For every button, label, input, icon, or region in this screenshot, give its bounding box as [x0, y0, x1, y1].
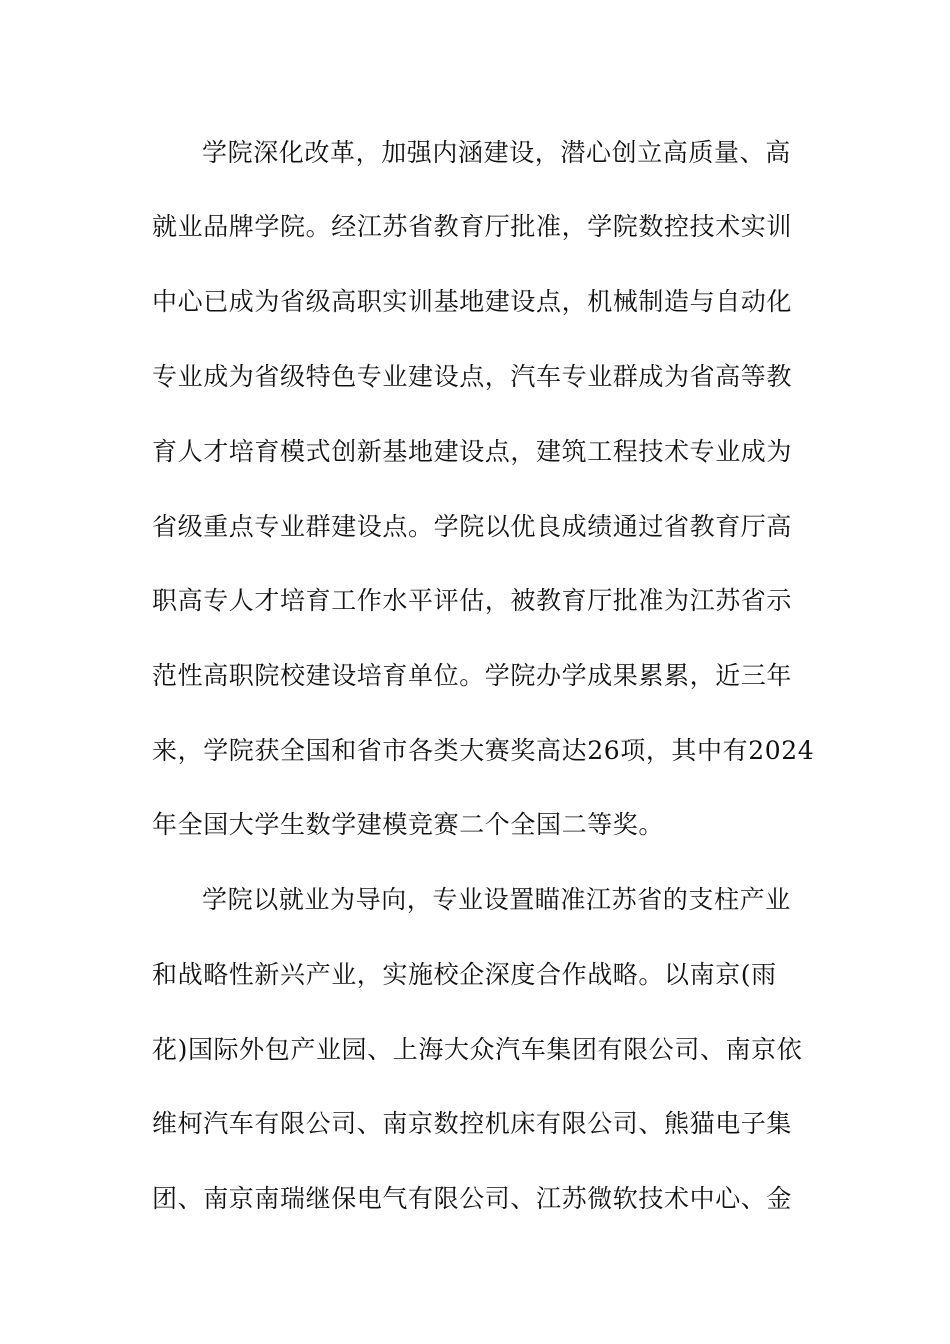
paragraph-1-line-5: 育人才培育模式创新基地建设点，建筑工程技术专业成为	[152, 437, 793, 466]
paragraph-1-line-1: 学院深化改革，加强内涵建设，潜心创立高质量、高	[202, 138, 791, 167]
paragraph-2-line-2: 和战略性新兴产业，实施校企深度合作战略。以南京(雨	[152, 960, 777, 989]
paragraph-2-line-5: 团、南京南瑞继保电气有限公司、江苏微软技术中心、金	[152, 1184, 793, 1213]
paragraph-1-line-2: 就业品牌学院。经江苏省教育厅批准，学院数控技术实训	[152, 212, 793, 241]
paragraph-1-line-10: 年全国大学生数学建模竞赛二个全国二等奖。	[152, 810, 665, 839]
paragraph-2-line-1: 学院以就业为导向，专业设置瞄准江苏省的支柱产业	[202, 885, 791, 914]
paragraph-1-line-7: 职高专人才培育工作水平评估，被教育厅批准为江苏省示	[152, 586, 793, 615]
paragraph-1-line-8: 范性高职院校建设培育单位。学院办学成果累累，近三年	[152, 661, 793, 690]
paragraph-2-line-4: 维柯汽车有限公司、南京数控机床有限公司、熊猫电子集	[152, 1109, 793, 1138]
paragraph-2-line-3: 花)国际外包产业园、上海大众汽车集团有限公司、南京依	[152, 1035, 803, 1064]
paragraph-1-line-3: 中心已成为省级高职实训基地建设点，机械制造与自动化	[152, 287, 793, 316]
paragraph-1-line-4: 专业成为省级特色专业建设点，汽车专业群成为省高等教	[152, 362, 793, 391]
paragraph-1-line-9: 来，学院获全国和省市各类大赛奖高达26项，其中有2024	[152, 736, 815, 765]
paragraph-1-line-6: 省级重点专业群建设点。学院以优良成绩通过省教育厅高	[152, 512, 793, 541]
